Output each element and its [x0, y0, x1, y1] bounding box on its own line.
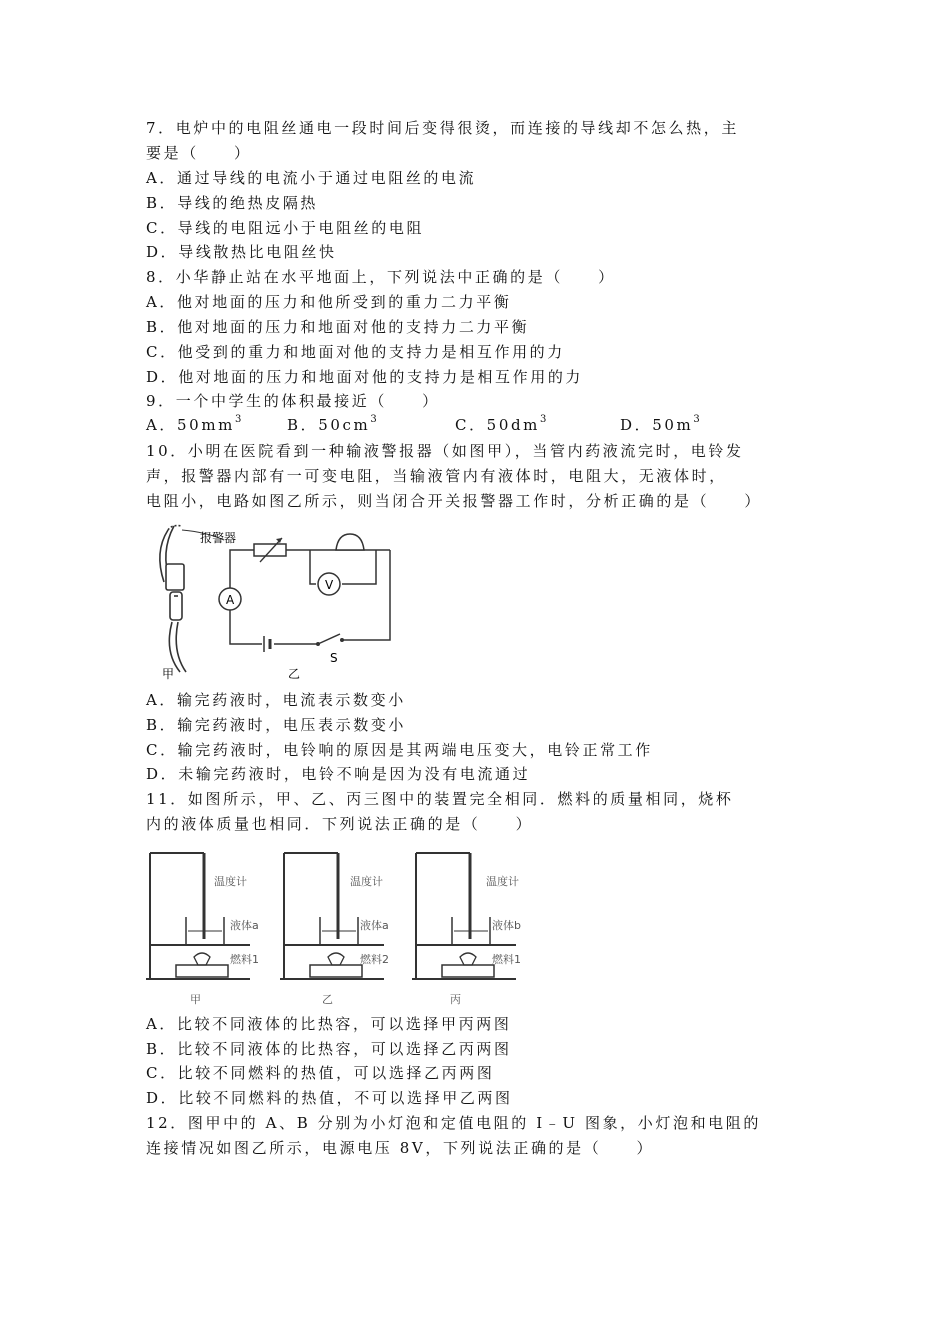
thermometer-label-1: 温度计	[214, 875, 247, 888]
q10-stem-line1: 10．小明在医院看到一种输液警报器（如图甲），当管内药液流完时，电铃发	[146, 442, 744, 460]
q8-option-d: D．他对地面的压力和地面对他的支持力是相互作用的力	[146, 368, 584, 386]
variable-resistor	[254, 544, 286, 556]
figure-caption-jia: 甲	[162, 667, 175, 681]
q8-option-a: A．他对地面的压力和他所受到的重力二力平衡	[146, 293, 512, 311]
q9-option-c: C．$50dm^3$	[455, 414, 549, 434]
q11-option-b: B．比较不同液体的比热容，可以选择乙丙两图	[146, 1040, 512, 1058]
fuel-label-2: 燃料2	[360, 953, 389, 966]
caption-yi: 乙	[322, 993, 333, 1006]
iv-tube-drawing	[160, 526, 224, 673]
figure-caption-yi: 乙	[288, 667, 301, 681]
q10-option-b: B．输完药液时，电压表示数变小	[146, 716, 407, 734]
q10-stem-line2: 声，报警器内部有一可变电阻，当输液管内有液体时，电阻大，无液体时，	[146, 467, 727, 485]
q11-apparatus-figure	[146, 845, 536, 1007]
q10-circuit-figure	[146, 522, 398, 682]
q11-option-a: A．比较不同液体的比热容，可以选择甲丙两图	[146, 1015, 512, 1033]
circuit-wires	[230, 550, 390, 644]
q11-stem-line1: 11．如图所示，甲、乙、丙三图中的装置完全相同．燃料的质量相同，烧杯	[146, 790, 734, 808]
q10-option-c: C．输完药液时，电铃响的原因是其两端电压变大，电铃正常工作	[146, 741, 653, 759]
q8-option-c: C．他受到的重力和地面对他的支持力是相互作用的力	[146, 343, 565, 361]
q8-stem: 8．小华静止站在水平地面上，下列说法中正确的是（ ）	[146, 268, 616, 286]
liquid-label-3: 液体b	[492, 919, 521, 932]
q7-option-b: B．导线的绝热皮隔热	[146, 194, 319, 212]
q11-option-c: C．比较不同燃料的热值，可以选择乙丙两图	[146, 1064, 495, 1082]
q12-stem-line2: 连接情况如图乙所示，电源电压 8V，下列说法正确的是（ ）	[146, 1139, 655, 1157]
q9-option-b: B．$50cm^3$	[287, 414, 380, 434]
q9-option-d: D．$50m^3$	[620, 414, 703, 434]
q7-option-d: D．导线散热比电阻丝快	[146, 243, 337, 261]
q10-stem-line3: 电阻小，电路如图乙所示，则当闭合开关报警器工作时，分析正确的是（ ）	[146, 492, 763, 510]
voltmeter-label: V	[325, 578, 334, 592]
q9-option-a: A．$50mm^3$	[146, 414, 244, 434]
caption-bing: 丙	[450, 993, 461, 1006]
liquid-label-2: 液体a	[360, 919, 389, 932]
ammeter-label: A	[226, 593, 235, 607]
q7-option-c: C．导线的电阻远小于电阻丝的电阻	[146, 219, 425, 237]
caption-jia: 甲	[190, 993, 201, 1006]
q7-stem-line1: 7．电炉中的电阻丝通电一段时间后变得很烫，而连接的导线却不怎么热，主	[146, 119, 739, 137]
q9-stem: 9．一个中学生的体积最接近（ ）	[146, 392, 440, 410]
q10-option-d: D．未输完药液时，电铃不响是因为没有电流通过	[146, 765, 531, 783]
thermometer-label-2: 温度计	[350, 875, 383, 888]
alarm-label: 报警器	[200, 531, 237, 545]
q7-option-a: A．通过导线的电流小于通过电阻丝的电流	[146, 169, 477, 187]
q8-option-b: B．他对地面的压力和地面对他的支持力二力平衡	[146, 318, 530, 336]
fuel-label-3: 燃料1	[492, 953, 521, 966]
q11-option-d: D．比较不同燃料的热值，不可以选择甲乙两图	[146, 1089, 513, 1107]
thermometer-label-3: 温度计	[486, 875, 519, 888]
bell-icon	[336, 534, 364, 550]
q10-option-a: A．输完药液时，电流表示数变小	[146, 691, 406, 709]
liquid-label-1: 液体a	[230, 919, 259, 932]
switch-label: S	[330, 651, 338, 665]
q11-stem-line2: 内的液体质量也相同．下列说法正确的是（ ）	[146, 815, 534, 833]
q12-stem-line1: 12．图甲中的 A、B 分别为小灯泡和定值电阻的 I﹣U 图象，小灯泡和电阻的	[146, 1114, 761, 1132]
fuel-label-1: 燃料1	[230, 953, 259, 966]
q7-stem-line2: 要是（ ）	[146, 144, 252, 162]
